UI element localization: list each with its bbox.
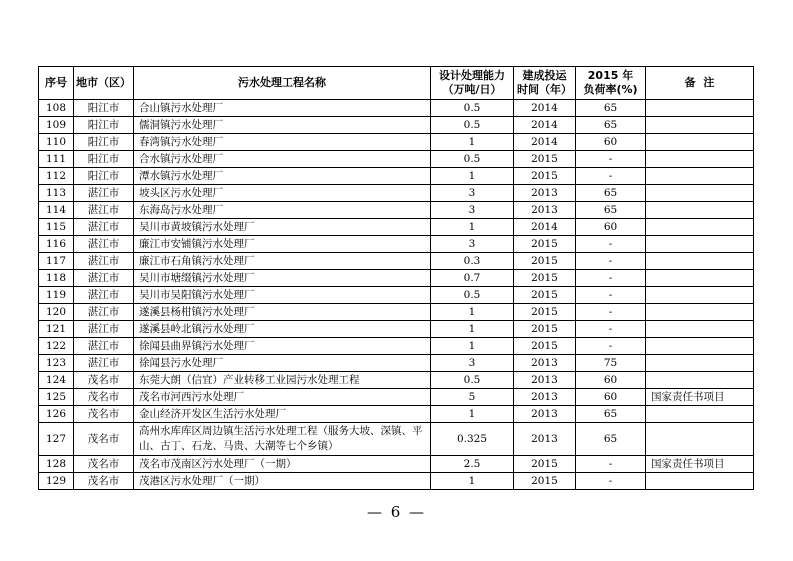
table-row — [39, 355, 754, 372]
cell-year: 2014 — [514, 134, 576, 151]
cell-capacity: 1 — [431, 321, 514, 338]
sewage-project-table — [38, 66, 754, 490]
cell-load-rate: - — [576, 151, 646, 168]
cell-load-rate: - — [576, 253, 646, 270]
cell-note — [646, 202, 754, 219]
cell-city: 茂名市 — [74, 423, 134, 456]
cell-load-rate: 65 — [576, 185, 646, 202]
table-row — [39, 338, 754, 355]
cell-capacity: 1 — [431, 219, 514, 236]
table-row — [39, 372, 754, 389]
cell-capacity: 3 — [431, 236, 514, 253]
table-row — [39, 236, 754, 253]
table-row — [39, 456, 754, 473]
cell-project-name: 吴川市塘缀镇污水处理厂 — [134, 270, 431, 287]
cell-year: 2013 — [514, 185, 576, 202]
cell-project-name: 茂名市茂南区污水处理厂（一期） — [134, 456, 431, 473]
cell-load-rate: 60 — [576, 134, 646, 151]
cell-city: 湛江市 — [74, 253, 134, 270]
cell-year: 2013 — [514, 355, 576, 372]
cell-capacity: 1 — [431, 338, 514, 355]
cell-note — [646, 321, 754, 338]
cell-year: 2015 — [514, 338, 576, 355]
cell-capacity: 3 — [431, 355, 514, 372]
cell-seq: 115 — [39, 219, 74, 236]
cell-capacity: 1 — [431, 168, 514, 185]
header-capacity: 设计处理能力 （万吨/日） — [431, 67, 514, 100]
cell-city: 阳江市 — [74, 134, 134, 151]
cell-year: 2015 — [514, 321, 576, 338]
cell-year: 2013 — [514, 389, 576, 406]
cell-load-rate: 65 — [576, 117, 646, 134]
cell-note — [646, 338, 754, 355]
cell-capacity: 0.5 — [431, 100, 514, 117]
cell-load-rate: - — [576, 473, 646, 490]
table-row — [39, 185, 754, 202]
cell-load-rate: 75 — [576, 355, 646, 372]
cell-city: 湛江市 — [74, 355, 134, 372]
cell-load-rate: 60 — [576, 372, 646, 389]
cell-capacity: 0.7 — [431, 270, 514, 287]
cell-load-rate: 65 — [576, 100, 646, 117]
cell-capacity: 0.3 — [431, 253, 514, 270]
cell-seq: 110 — [39, 134, 74, 151]
cell-city: 湛江市 — [74, 219, 134, 236]
cell-seq: 112 — [39, 168, 74, 185]
cell-capacity: 0.5 — [431, 287, 514, 304]
cell-note — [646, 100, 754, 117]
cell-load-rate: 65 — [576, 406, 646, 423]
cell-year: 2013 — [514, 202, 576, 219]
cell-project-name: 吴川市吴阳镇污水处理厂 — [134, 287, 431, 304]
table-row — [39, 321, 754, 338]
header-city: 地市（区） — [74, 67, 134, 100]
cell-seq: 127 — [39, 423, 74, 456]
cell-seq: 122 — [39, 338, 74, 355]
cell-year: 2014 — [514, 219, 576, 236]
cell-load-rate: - — [576, 270, 646, 287]
cell-year: 2015 — [514, 151, 576, 168]
cell-seq: 128 — [39, 456, 74, 473]
header-note: 备 注 — [646, 67, 754, 100]
cell-note — [646, 270, 754, 287]
cell-year: 2013 — [514, 406, 576, 423]
cell-capacity: 0.5 — [431, 117, 514, 134]
cell-load-rate: - — [576, 304, 646, 321]
cell-note — [646, 134, 754, 151]
table-row — [39, 202, 754, 219]
cell-project-name: 东莞大朗（信宜）产业转移工业园污水处理工程 — [134, 372, 431, 389]
cell-project-name: 廉江市安铺镇污水处理厂 — [134, 236, 431, 253]
cell-capacity: 0.5 — [431, 372, 514, 389]
cell-capacity: 0.5 — [431, 151, 514, 168]
cell-seq: 111 — [39, 151, 74, 168]
cell-load-rate: 65 — [576, 423, 646, 456]
cell-city: 阳江市 — [74, 117, 134, 134]
cell-city: 湛江市 — [74, 270, 134, 287]
cell-seq: 121 — [39, 321, 74, 338]
cell-seq: 109 — [39, 117, 74, 134]
cell-note — [646, 168, 754, 185]
cell-project-name: 徐闻县污水处理厂 — [134, 355, 431, 372]
cell-note — [646, 473, 754, 490]
cell-note — [646, 253, 754, 270]
cell-note — [646, 185, 754, 202]
table-row — [39, 423, 754, 456]
cell-project-name: 遂溪县岭北镇污水处理厂 — [134, 321, 431, 338]
cell-note — [646, 406, 754, 423]
table-row — [39, 304, 754, 321]
cell-city: 阳江市 — [74, 168, 134, 185]
cell-seq: 123 — [39, 355, 74, 372]
cell-note: 国家责任书项目 — [646, 389, 754, 406]
cell-capacity: 1 — [431, 304, 514, 321]
table-header-row — [39, 67, 754, 100]
cell-capacity: 5 — [431, 389, 514, 406]
cell-seq: 114 — [39, 202, 74, 219]
table-row — [39, 151, 754, 168]
cell-city: 阳江市 — [74, 100, 134, 117]
cell-project-name: 合山镇污水处理厂 — [134, 100, 431, 117]
table-row — [39, 270, 754, 287]
cell-project-name: 合水镇污水处理厂 — [134, 151, 431, 168]
cell-load-rate: - — [576, 456, 646, 473]
table-row — [39, 406, 754, 423]
cell-project-name: 徐闻县曲界镇污水处理厂 — [134, 338, 431, 355]
cell-city: 湛江市 — [74, 304, 134, 321]
cell-load-rate: 65 — [576, 202, 646, 219]
cell-project-name: 儒洞镇污水处理厂 — [134, 117, 431, 134]
cell-load-rate: 60 — [576, 219, 646, 236]
cell-load-rate: - — [576, 168, 646, 185]
cell-city: 湛江市 — [74, 236, 134, 253]
cell-year: 2015 — [514, 287, 576, 304]
cell-year: 2015 — [514, 473, 576, 490]
cell-city: 茂名市 — [74, 456, 134, 473]
cell-load-rate: - — [576, 338, 646, 355]
header-project-name: 污水处理工程名称 — [134, 67, 431, 100]
cell-capacity: 1 — [431, 406, 514, 423]
header-year: 建成投运 时间（年） — [514, 67, 576, 100]
cell-note — [646, 236, 754, 253]
cell-seq: 119 — [39, 287, 74, 304]
cell-seq: 124 — [39, 372, 74, 389]
table-row — [39, 168, 754, 185]
cell-seq: 129 — [39, 473, 74, 490]
table-row — [39, 100, 754, 117]
cell-capacity: 0.325 — [431, 423, 514, 456]
cell-project-name: 金山经济开发区生活污水处理厂 — [134, 406, 431, 423]
cell-year: 2015 — [514, 270, 576, 287]
table-row — [39, 134, 754, 151]
cell-project-name: 潭水镇污水处理厂 — [134, 168, 431, 185]
cell-year: 2015 — [514, 168, 576, 185]
cell-city: 阳江市 — [74, 151, 134, 168]
table-row — [39, 287, 754, 304]
table-body — [39, 100, 754, 490]
cell-seq: 125 — [39, 389, 74, 406]
cell-project-name: 春湾镇污水处理厂 — [134, 134, 431, 151]
cell-city: 湛江市 — [74, 202, 134, 219]
cell-seq: 118 — [39, 270, 74, 287]
cell-load-rate: 60 — [576, 389, 646, 406]
cell-capacity: 1 — [431, 134, 514, 151]
cell-capacity: 2.5 — [431, 456, 514, 473]
cell-year: 2014 — [514, 100, 576, 117]
header-seq: 序号 — [39, 67, 74, 100]
cell-note: 国家责任书项目 — [646, 456, 754, 473]
cell-seq: 116 — [39, 236, 74, 253]
cell-year: 2015 — [514, 304, 576, 321]
cell-capacity: 3 — [431, 185, 514, 202]
cell-note — [646, 219, 754, 236]
table-row — [39, 117, 754, 134]
cell-city: 湛江市 — [74, 321, 134, 338]
cell-capacity: 3 — [431, 202, 514, 219]
cell-seq: 113 — [39, 185, 74, 202]
cell-year: 2015 — [514, 456, 576, 473]
cell-city: 茂名市 — [74, 389, 134, 406]
cell-note — [646, 423, 754, 456]
cell-note — [646, 117, 754, 134]
cell-city: 湛江市 — [74, 338, 134, 355]
cell-project-name: 东海岛污水处理厂 — [134, 202, 431, 219]
cell-city: 湛江市 — [74, 185, 134, 202]
cell-city: 茂名市 — [74, 372, 134, 389]
table-row — [39, 253, 754, 270]
cell-year: 2013 — [514, 372, 576, 389]
cell-load-rate: - — [576, 287, 646, 304]
cell-project-name: 茂港区污水处理厂（一期） — [134, 473, 431, 490]
cell-note — [646, 151, 754, 168]
cell-project-name: 茂名市河西污水处理厂 — [134, 389, 431, 406]
cell-seq: 108 — [39, 100, 74, 117]
cell-load-rate: - — [576, 236, 646, 253]
cell-note — [646, 372, 754, 389]
cell-project-name: 坡头区污水处理厂 — [134, 185, 431, 202]
cell-note — [646, 304, 754, 321]
page-number: — 6 — — [366, 503, 427, 521]
cell-year: 2013 — [514, 423, 576, 456]
cell-project-name: 廉江市石角镇污水处理厂 — [134, 253, 431, 270]
cell-project-name: 高州水库库区周边镇生活污水处理工程（服务大坡、深镇、平山、古丁、石龙、马贵、大潮等七个乡镇） — [134, 423, 431, 456]
cell-load-rate: - — [576, 321, 646, 338]
cell-city: 茂名市 — [74, 473, 134, 490]
cell-seq: 117 — [39, 253, 74, 270]
cell-year: 2015 — [514, 253, 576, 270]
sewage-project-table-sheet — [38, 66, 753, 490]
header-load-rate: 2015 年 负荷率(%) — [576, 67, 646, 100]
cell-year: 2014 — [514, 117, 576, 134]
cell-city: 湛江市 — [74, 287, 134, 304]
cell-note — [646, 355, 754, 372]
cell-seq: 126 — [39, 406, 74, 423]
table-row — [39, 219, 754, 236]
table-row — [39, 389, 754, 406]
cell-year: 2015 — [514, 236, 576, 253]
cell-city: 茂名市 — [74, 406, 134, 423]
cell-note — [646, 287, 754, 304]
cell-capacity: 1 — [431, 473, 514, 490]
cell-seq: 120 — [39, 304, 74, 321]
cell-project-name: 遂溪县杨柑镇污水处理厂 — [134, 304, 431, 321]
table-row — [39, 473, 754, 490]
cell-project-name: 吴川市黄坡镇污水处理厂 — [134, 219, 431, 236]
